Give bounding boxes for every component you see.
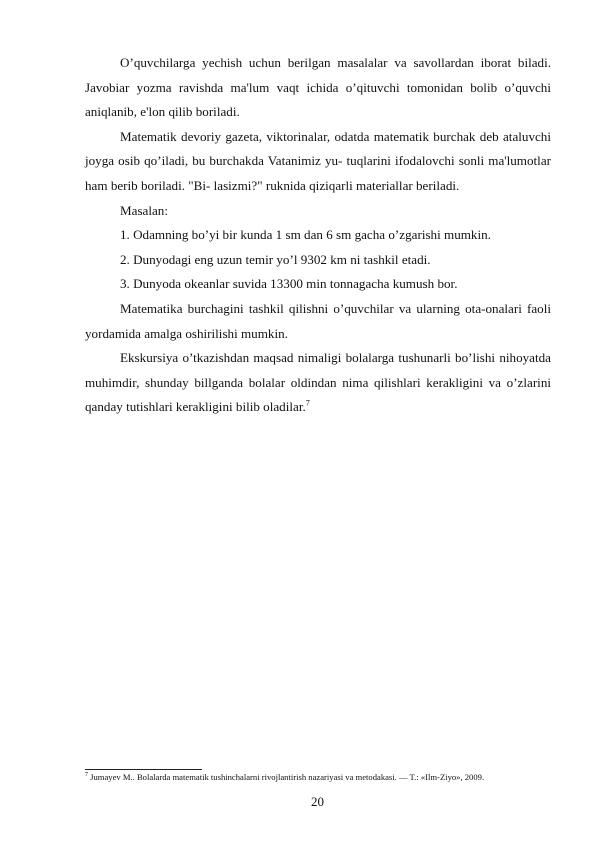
footnote <box>85 772 555 783</box>
paragraph-text: Masalan: <box>120 202 168 218</box>
list-item <box>85 223 551 248</box>
paragraph-text: Ekskursiya o’tkazishdan maqsad nimaligi bolalarga tushunarli bo’lishi nihoyatda muhimdir, shunday billganda bolalar oldindan nima qilishlari kerakligini va o’zlarini qanday tutishlari kerakligini bilib oladilar. <box>85 350 551 415</box>
list-item <box>85 272 551 297</box>
paragraph <box>85 346 551 420</box>
paragraph-text: Matematik devoriy gazeta, viktorinalar, odatda matematik burchak deb ataluvchi joyga osib qo’iladi, bu burchakda Vatanimiz yu- tuqlarini ifodalovchi sonli ma'lumotlar ham berib boriladi. "Bi- lasizmi?" ruknida qiziqarli materiallar beriladi. <box>85 128 551 193</box>
footnote-text: Jumayev M.. Bolalarda matematik tushinchalarni rivojlantirish nazariyasi va metodakasi. — T.: «Ilm-Ziyo», 2009. <box>90 772 485 782</box>
footnote-divider <box>85 769 202 770</box>
paragraph <box>85 297 551 346</box>
paragraph-text: Matematika burchagini tashkil qilishni o’quvchilar va ularning ota-onalari faoli yordamida amalga oshirilishi mumkin. <box>85 300 551 341</box>
list-item-text: 2. Dunyodagi eng uzun temir yo’l 9302 km ni tashkil etadi. <box>120 251 431 267</box>
paragraph-text: O’quvchilarga yechish uchun berilgan masalalar va savollardan iborat biladi. Javobiar yozma ravishda ma'lum vaqt ichida o’qituvchi tomonidan bolib o’quvchi aniqlanib, e'lon qilib boriladi. <box>85 55 551 120</box>
paragraph <box>85 125 551 199</box>
list-item-text: 3. Dunyoda okeanlar suvida 13300 min tonnagacha kumush bor. <box>120 276 458 292</box>
footnote-reference[interactable]: 7 <box>305 398 310 408</box>
page-number: 20 <box>311 794 324 809</box>
paragraph <box>85 199 551 224</box>
footnote-marker: 7 <box>85 772 88 779</box>
list-item <box>85 248 551 273</box>
body-text <box>85 51 551 420</box>
paragraph <box>85 51 551 125</box>
list-item-text: 1. Odamning bo’yi bir kunda 1 sm dan 6 sm gacha o’zgarishi mumkin. <box>120 227 491 243</box>
